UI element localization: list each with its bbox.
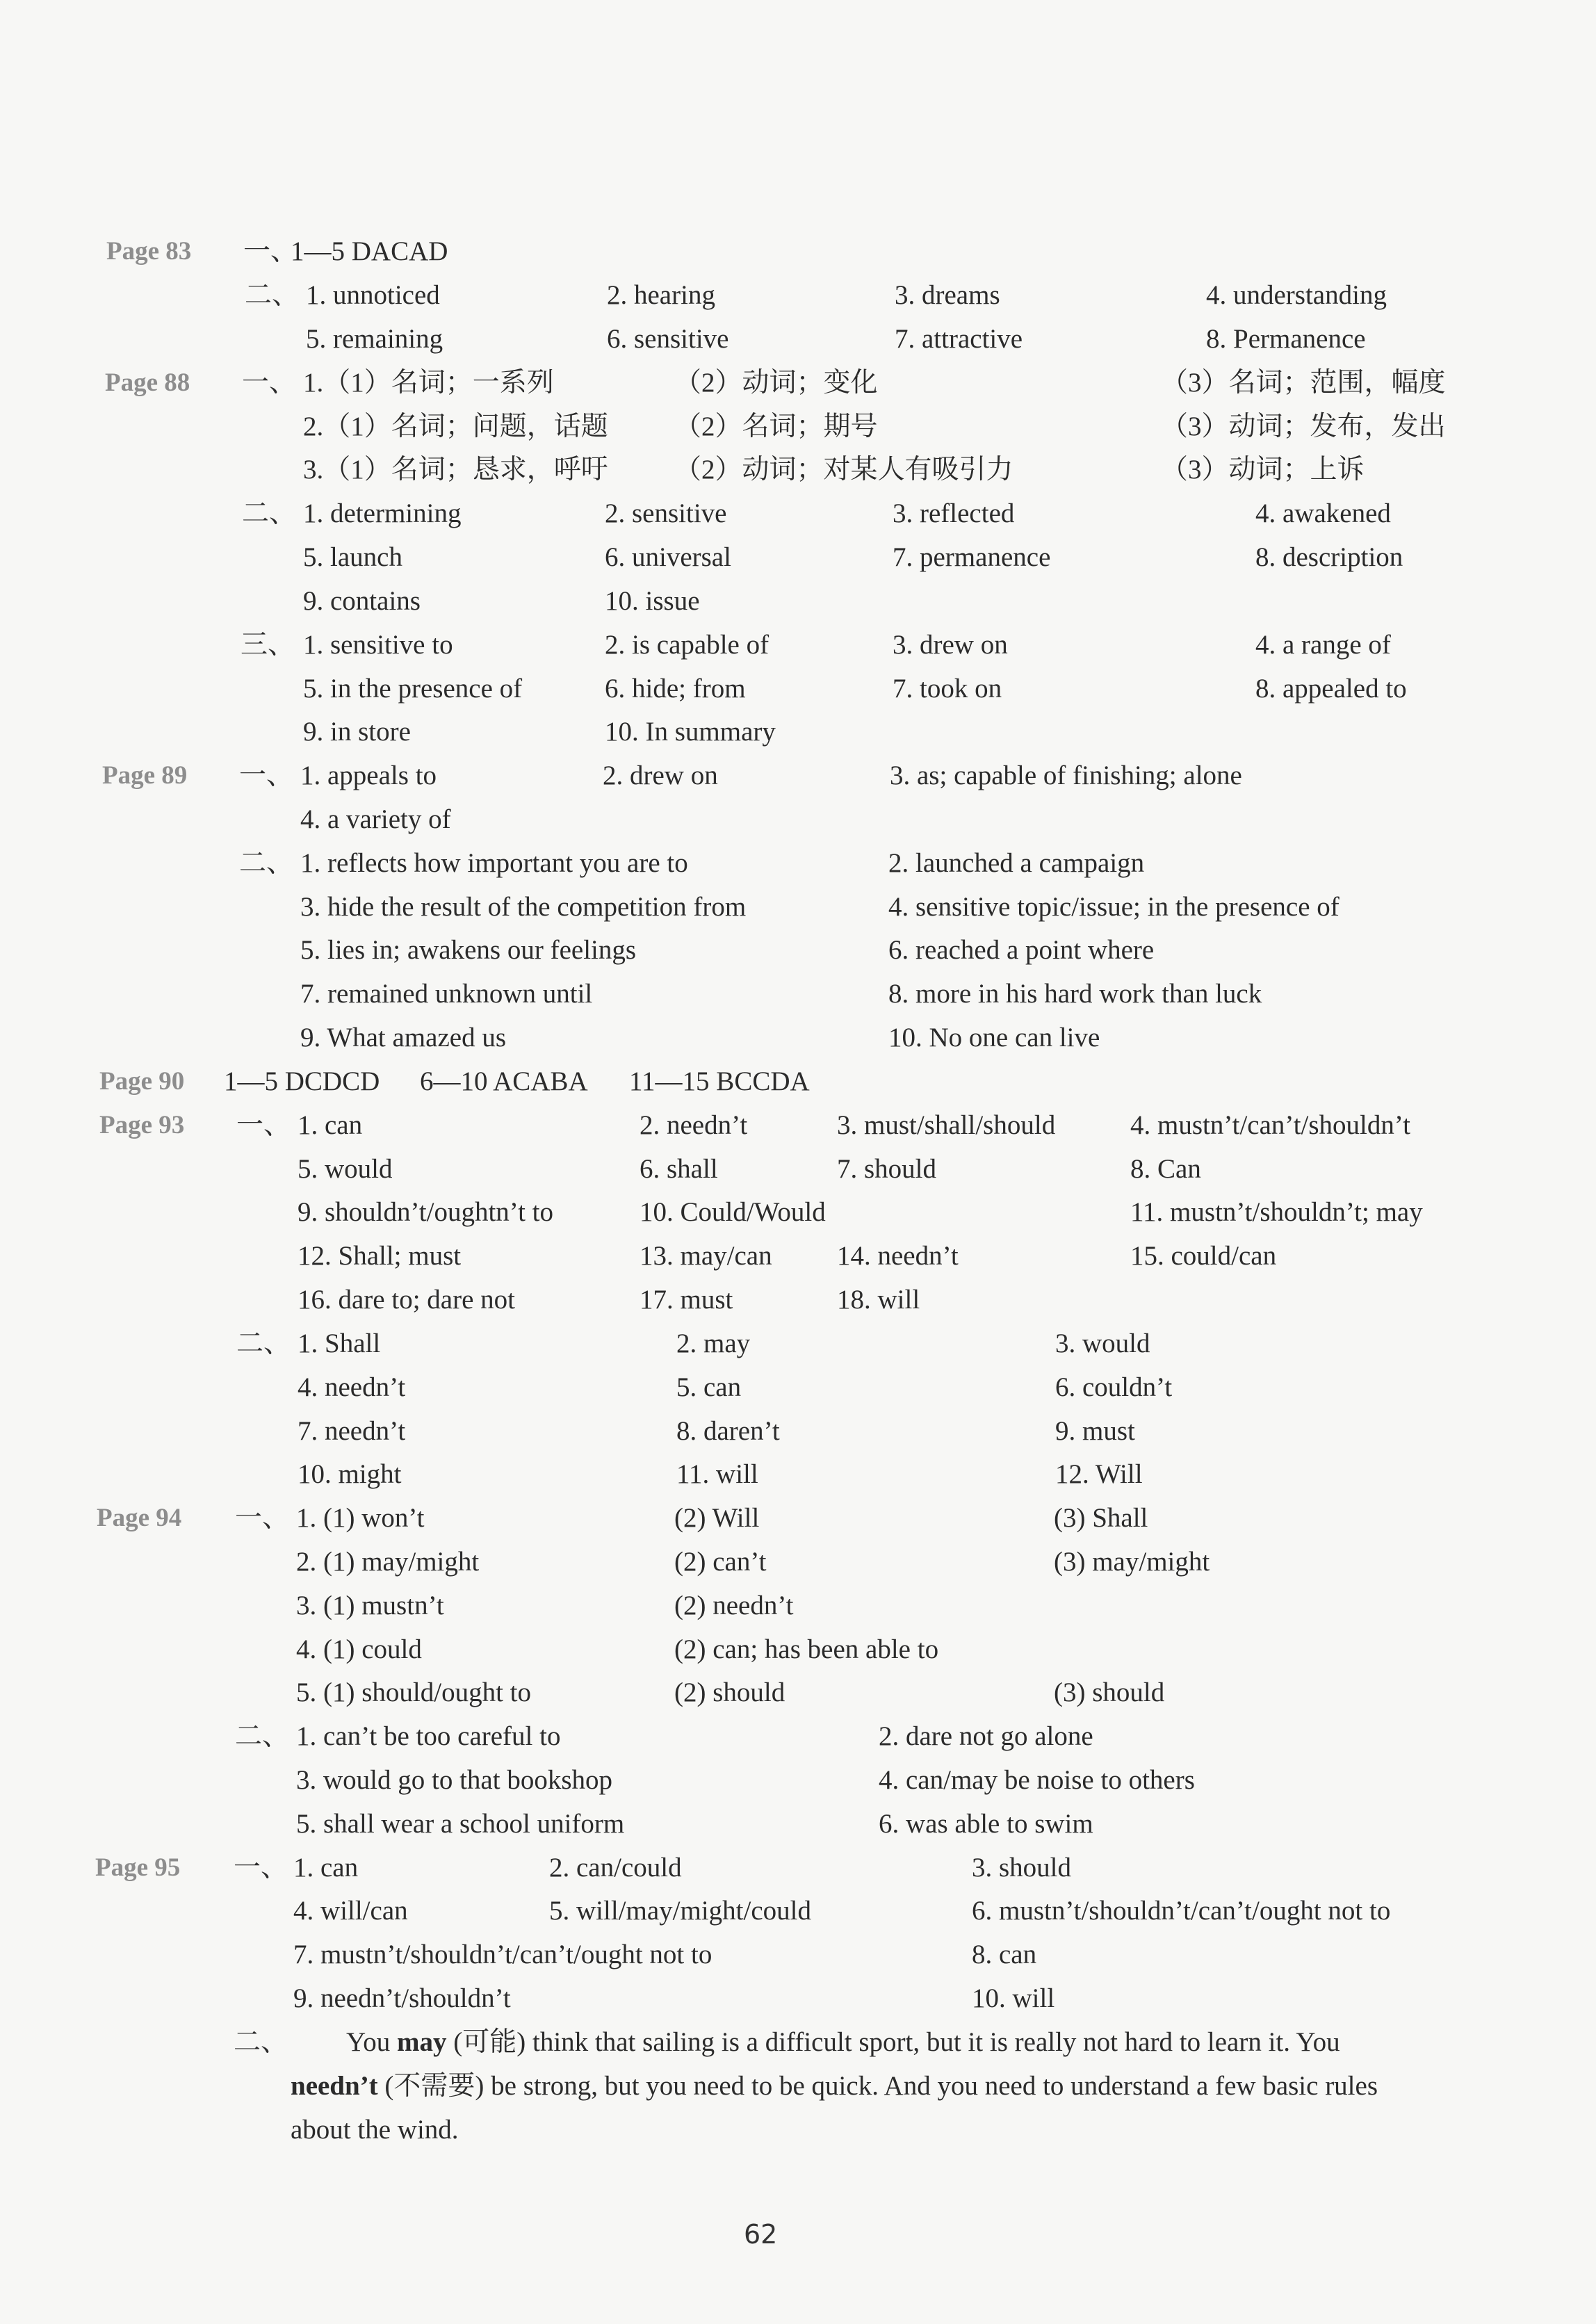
paragraph-text-1: You	[346, 2027, 398, 2057]
answer-item: (2) should	[674, 1677, 785, 1707]
answer-item: 15. could/can	[1130, 1241, 1277, 1271]
answer-item: 9. needn’t/shouldn’t	[293, 1983, 511, 2013]
answer-item: 12. Shall; must	[298, 1241, 462, 1271]
answer-item: 4. can/may be noise to others	[879, 1765, 1195, 1795]
section-marker-one: 一、	[235, 1503, 290, 1533]
section-marker-two: 二、	[242, 498, 297, 528]
answer-item: 6. mustn’t/shouldn’t/can’t/ought not to	[972, 1896, 1391, 1926]
answer-item: 7. mustn’t/shouldn’t/can’t/ought not to	[293, 1940, 712, 1969]
section-marker-one: 一、	[242, 368, 297, 398]
answer-item: 6. hide; from	[605, 674, 746, 704]
section-marker-one: 一、	[243, 236, 298, 266]
answer-item: (2) Will	[674, 1503, 760, 1533]
answer-item: 6—10 ACABA	[420, 1066, 588, 1096]
answer-item: （2）动词；对某人有吸引力	[674, 455, 1013, 485]
answer-item: 4. (1) could	[296, 1634, 422, 1664]
paragraph-text-2: (可能) think that sailing is a difficult sport, but it is really not hard to learn it. You	[446, 2027, 1340, 2057]
answer-item: 4. needn’t	[298, 1372, 406, 1402]
page-label-83: Page 83	[106, 237, 192, 266]
answer-item: 8. Permanence	[1206, 324, 1366, 354]
answer-item: 1. can	[298, 1110, 363, 1140]
page-label-89: Page 89	[102, 761, 188, 790]
answer-item: 10. No one can live	[888, 1023, 1100, 1053]
answer-item: 5. would	[298, 1154, 393, 1184]
answer-item: 1. can	[293, 1853, 359, 1883]
page-label-90: Page 90	[99, 1067, 185, 1096]
answer-item: 3. drew on	[893, 630, 1008, 660]
answer-item: 9. contains	[303, 586, 421, 616]
answer-item: 8. can	[972, 1940, 1037, 1969]
answer-item: 2. dare not go alone	[879, 1721, 1093, 1751]
answer-item: 10. In summary	[605, 717, 776, 747]
answer-item: 8. description	[1255, 542, 1403, 572]
section-marker-two: 二、	[245, 280, 300, 310]
section-marker-one: 一、	[236, 1110, 291, 1140]
answer-item: (2) needn’t	[674, 1591, 794, 1620]
answer-item: 9. What amazed us	[300, 1023, 507, 1053]
answer-item: 1. can’t be too careful to	[296, 1721, 561, 1751]
answer-item: 5. shall wear a school uniform	[296, 1809, 625, 1839]
section-marker-two: 二、	[239, 848, 294, 878]
answer-item: 2. drew on	[603, 761, 718, 790]
answer-item: 8. Can	[1130, 1154, 1201, 1184]
section-marker-two: 二、	[236, 1328, 291, 1358]
answer-item: 8. appealed to	[1255, 674, 1407, 704]
answer-item: 10. issue	[605, 586, 700, 616]
answer-item: 6. sensitive	[607, 324, 729, 354]
answer-item: 9. shouldn’t/oughtn’t to	[298, 1197, 554, 1227]
answer-item: 4. sensitive topic/issue; in the presence of	[888, 892, 1340, 922]
answer-item: 16. dare to; dare not	[298, 1285, 515, 1315]
answer-item: 7. remained unknown until	[300, 979, 593, 1009]
page-label-93: Page 93	[99, 1111, 185, 1139]
answer-item: 4. understanding	[1206, 280, 1387, 310]
answer-item: 3. should	[972, 1853, 1072, 1883]
answer-item: 6. universal	[605, 542, 731, 572]
paragraph-text-3: (不需要) be strong, but you need to be quick. And you need to understand a few basic rules about the wind.	[291, 2071, 1378, 2145]
answer-item: 2. may	[676, 1328, 751, 1358]
answer-item: 6. couldn’t	[1055, 1372, 1173, 1402]
answer-item: 3. (1) mustn’t	[296, 1591, 444, 1620]
answer-item: 11. will	[676, 1459, 758, 1489]
answer-item: 5. can	[676, 1372, 742, 1402]
answer-item: 10. will	[972, 1983, 1055, 2013]
answer-item: 6. reached a point where	[888, 935, 1155, 965]
answer-item: 3. would go to that bookshop	[296, 1765, 612, 1795]
answer-item: 4. a range of	[1255, 630, 1391, 660]
answer-item: 1—5 DACAD	[291, 236, 448, 266]
answer-item: 12. Will	[1055, 1459, 1143, 1489]
page-number: 62	[744, 2219, 778, 2250]
answer-item: 18. will	[837, 1285, 920, 1315]
section-marker-two: 二、	[234, 2027, 288, 2057]
answer-item: 7. should	[837, 1154, 937, 1184]
answer-item: 1. sensitive to	[303, 630, 453, 660]
answer-item: 3. reflected	[893, 498, 1015, 528]
answer-item: 11. mustn’t/shouldn’t; may	[1130, 1197, 1423, 1227]
answer-item: 2. (1) may/might	[296, 1547, 480, 1577]
answer-item: （3）名词；范围，幅度	[1161, 368, 1446, 398]
answer-item: 2. launched a campaign	[888, 848, 1145, 878]
answer-item: 7. needn’t	[298, 1416, 406, 1446]
answer-item: 13. may/can	[640, 1241, 772, 1271]
answer-item: 9. in store	[303, 717, 411, 747]
answer-item: 8. daren’t	[676, 1416, 780, 1446]
answer-item: 1—5 DCDCD	[224, 1066, 380, 1096]
answer-item: （3）动词；上诉	[1161, 455, 1365, 485]
answer-item: 1. (1) won’t	[296, 1503, 425, 1533]
answer-item: (3) should	[1054, 1677, 1165, 1707]
answer-item: 10. Could/Would	[640, 1197, 826, 1227]
answer-item: 2. hearing	[607, 280, 715, 310]
section-marker-two: 二、	[235, 1721, 290, 1751]
answer-item: 5. launch	[303, 542, 402, 572]
answer-item: 3. dreams	[895, 280, 1000, 310]
answer-item: 2.（1）名词；问题，话题	[303, 412, 608, 441]
section-marker-one: 一、	[239, 761, 294, 790]
answer-item: (3) Shall	[1054, 1503, 1148, 1533]
answer-item: 5. lies in; awakens our feelings	[300, 935, 637, 965]
answer-item: 5. will/may/might/could	[549, 1896, 811, 1926]
answer-item: (2) can’t	[674, 1547, 767, 1577]
answer-item: 1. appeals to	[300, 761, 437, 790]
answer-item: （2）动词；变化	[674, 368, 878, 398]
answer-item: 1. Shall	[298, 1328, 381, 1358]
answer-item: 7. permanence	[893, 542, 1051, 572]
section-marker-three: 三、	[241, 630, 295, 660]
answer-item: 3. as; capable of finishing; alone	[890, 761, 1242, 790]
answer-item: 3. hide the result of the competition from	[300, 892, 747, 922]
page-label-88: Page 88	[105, 368, 190, 397]
answer-item: 1.（1）名词；一系列	[303, 368, 554, 398]
answer-item: 14. needn’t	[837, 1241, 959, 1271]
answer-item: 4. will/can	[293, 1896, 408, 1926]
answer-item: 2. can/could	[549, 1853, 682, 1883]
paragraph-bold-may: may	[397, 2027, 447, 2057]
answer-item: 5. in the presence of	[303, 674, 523, 704]
answer-item: 1. reflects how important you are to	[300, 848, 688, 878]
answer-item: 4. mustn’t/can’t/shouldn’t	[1130, 1110, 1411, 1140]
answer-item: 2. is capable of	[605, 630, 770, 660]
answer-item: （2）名词；期号	[674, 412, 878, 441]
page-label-94: Page 94	[97, 1504, 182, 1532]
answer-item: 3. must/shall/should	[837, 1110, 1056, 1140]
answer-item: 6. was able to swim	[879, 1809, 1093, 1839]
answer-item: 7. attractive	[895, 324, 1023, 354]
answer-item: 2. needn’t	[640, 1110, 748, 1140]
answer-item: 8. more in his hard work than luck	[888, 979, 1262, 1009]
answer-item: （3）动词；发布，发出	[1161, 412, 1446, 441]
answer-item: 17. must	[640, 1285, 733, 1315]
answer-item: (2) can; has been able to	[674, 1634, 939, 1664]
answer-item: 4. a variety of	[300, 804, 451, 834]
answer-item: 2. sensitive	[605, 498, 727, 528]
answer-item: (3) may/might	[1054, 1547, 1210, 1577]
paragraph-bold-neednt: needn’t	[291, 2071, 378, 2101]
answer-item: 5. remaining	[306, 324, 443, 354]
answer-item: 4. awakened	[1255, 498, 1391, 528]
answer-item: 10. might	[298, 1459, 402, 1489]
closing-paragraph	[291, 2020, 1431, 2152]
answer-item: 1. unnoticed	[306, 280, 440, 310]
answer-item: 5. (1) should/ought to	[296, 1677, 531, 1707]
answer-item: 3. would	[1055, 1328, 1150, 1358]
answer-item: 9. must	[1055, 1416, 1135, 1446]
answer-item: 11—15 BCCDA	[629, 1066, 810, 1096]
answer-item: 3.（1）名词；恳求，呼吁	[303, 455, 608, 485]
answer-item: 6. shall	[640, 1154, 718, 1184]
page-label-95: Page 95	[95, 1853, 181, 1882]
section-marker-one: 一、	[234, 1853, 288, 1883]
answer-item: 7. took on	[893, 674, 1002, 704]
answer-item: 1. determining	[303, 498, 462, 528]
